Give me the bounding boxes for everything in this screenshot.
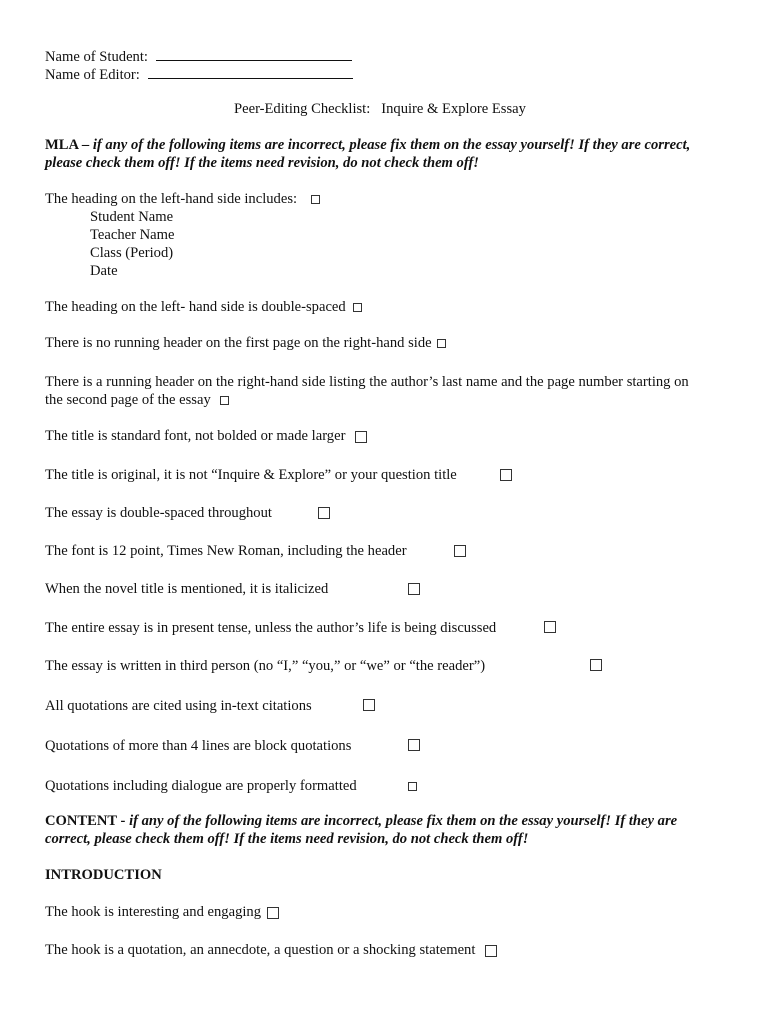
content-note-line1 [45, 812, 677, 830]
checkbox[interactable] [363, 699, 375, 711]
heading-subitem: Class (Period) [90, 245, 174, 261]
editor-name-row [45, 64, 353, 84]
heading-includes-text: The heading on the left-hand side includes: [45, 191, 298, 207]
heading-subitem: Date [90, 263, 118, 279]
checkbox-heading-includes[interactable] [311, 195, 320, 204]
mla-instructions-1: if any of the following items are incorrect, please fix them on the essay yourself! If they are correct, [89, 137, 691, 153]
heading-subitem: Student Name [90, 209, 174, 225]
checklist-item-text: The essay is double-spaced throughout [45, 505, 272, 521]
checklist-item-text: All quotations are cited using in-text citations [45, 698, 312, 714]
checklist-item [45, 941, 497, 959]
checklist-item-text: The entire essay is in present tense, unless the author’s life is being discussed [45, 620, 497, 636]
checklist-item-text: The title is standard font, not bolded or made larger [45, 428, 346, 444]
checklist-item-text: When the novel title is mentioned, it is italicized [45, 581, 329, 597]
page-title: Peer-Editing Checklist: Inquire & Explore Essay [234, 101, 526, 117]
content-instructions-2: correct, please check them off! If the items need revision, do not check them off! [45, 831, 529, 847]
checkbox[interactable] [355, 431, 367, 443]
checkbox[interactable] [485, 945, 497, 957]
checklist-item-text: The hook is interesting and engaging [45, 904, 262, 920]
mla-instructions-2: please check them off! If the items need revision, do not check them off! [45, 155, 479, 171]
checklist-item [45, 466, 457, 484]
checkbox[interactable] [590, 659, 602, 671]
checkbox[interactable] [544, 621, 556, 633]
student-name-field[interactable] [156, 46, 352, 61]
student-name-row [45, 46, 352, 66]
checklist-item-text: Quotations of more than 4 lines are block quotations [45, 738, 352, 754]
mla-note-line1 [45, 136, 690, 154]
checkbox[interactable] [454, 545, 466, 557]
checklist-item [45, 391, 229, 409]
checkbox[interactable] [220, 396, 229, 405]
checklist-item-text: There is a running header on the right-hand side listing the author’s last name and the page number starting on [45, 374, 689, 390]
content-instructions-1: if any of the following items are incorrect, please fix them on the essay yourself! If they are [125, 813, 678, 829]
editor-name-field[interactable] [148, 64, 353, 79]
checkbox[interactable] [408, 583, 420, 595]
checklist-item-text: The font is 12 point, Times New Roman, including the header [45, 543, 407, 559]
checklist-item [45, 298, 362, 316]
checklist-item [45, 427, 367, 445]
checklist-item-text: the second page of the essay [45, 392, 211, 408]
checkbox[interactable] [408, 782, 417, 791]
heading-includes-item [45, 190, 320, 208]
student-name-label: Name of Student: [45, 49, 148, 65]
checklist-item-text: Quotations including dialogue are properly formatted [45, 778, 357, 794]
checkbox[interactable] [408, 739, 420, 751]
mla-label: MLA – [45, 137, 90, 153]
checklist-item-text: The hook is a quotation, an annecdote, a question or a shocking statement [45, 942, 476, 958]
checkbox[interactable] [318, 507, 330, 519]
heading-subitem: Teacher Name [90, 227, 175, 243]
checkbox[interactable] [267, 907, 279, 919]
introduction-heading: INTRODUCTION [45, 867, 162, 883]
checklist-item-text: The title is original, it is not “Inquire & Explore” or your question title [45, 467, 457, 483]
checkbox[interactable] [437, 339, 446, 348]
editor-name-label: Name of Editor: [45, 67, 140, 83]
checklist-item [45, 334, 446, 352]
content-label: CONTENT - [45, 813, 126, 829]
checklist-item-text: The essay is written in third person (no “I,” “you,” or “we” or “the reader”) [45, 658, 486, 674]
checkbox[interactable] [500, 469, 512, 481]
checklist-item-text: There is no running header on the first page on the right-hand side [45, 335, 432, 351]
checklist-item-text: The heading on the left- hand side is double-spaced [45, 299, 346, 315]
checkbox[interactable] [353, 303, 362, 312]
checklist-item [45, 903, 279, 921]
